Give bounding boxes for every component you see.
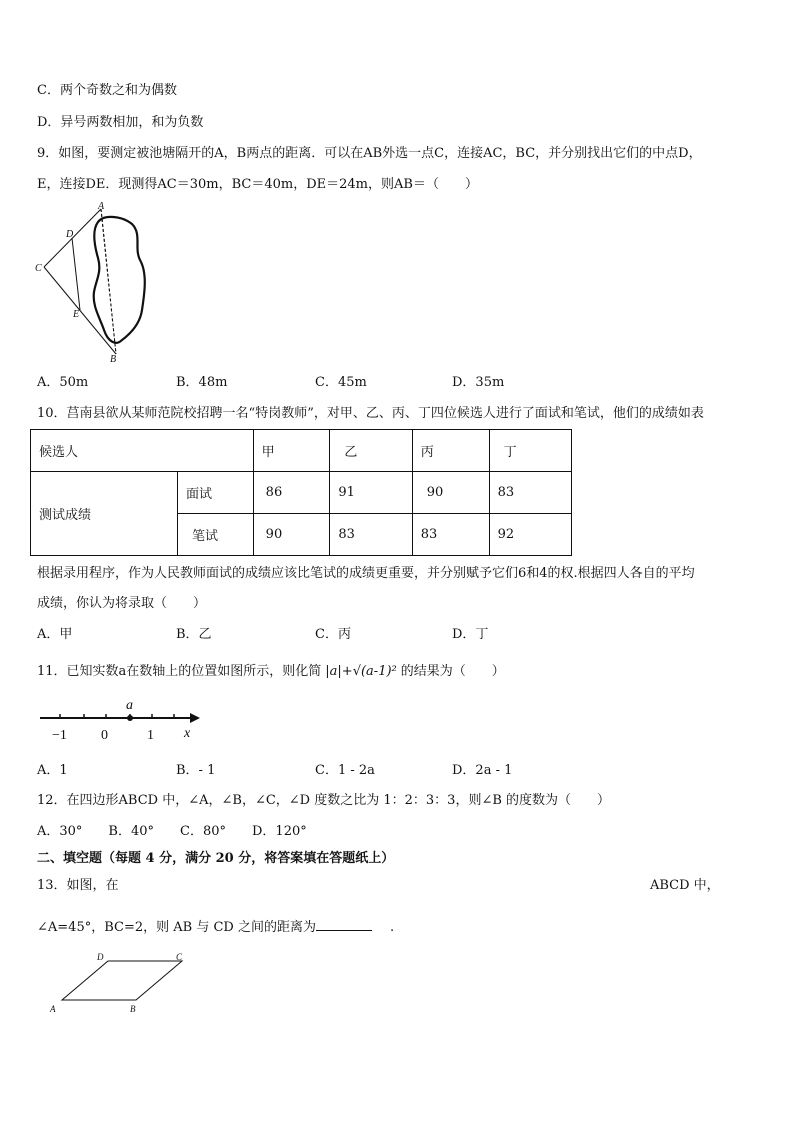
q11-expression: |a|+√(a-1)² — [325, 664, 397, 679]
table-header-candidate: 丁 — [489, 430, 571, 472]
q11-option-a: A．1 — [37, 763, 68, 778]
table-cell: 90 — [412, 472, 489, 514]
q13-line2 — [37, 918, 394, 937]
q11-tick-label: 0 — [101, 728, 108, 743]
q12-options: A．30° B．40° C．80° D．120° — [37, 824, 307, 839]
q11-stem — [37, 663, 505, 681]
q13-label-c: C — [176, 952, 183, 962]
q11-axis-label: x — [184, 726, 191, 741]
q10-option-c: C．丙 — [315, 627, 351, 642]
q10-option-b: B．乙 — [176, 627, 212, 642]
q13-stem-right: ABCD 中， — [650, 878, 720, 893]
table-header-row — [31, 430, 572, 472]
q10-after-line2: 成绩，你认为将录取（ ） — [37, 596, 207, 611]
q11-number-line — [38, 695, 208, 745]
q13-line2-prefix: ∠A=45°，BC=2，则 AB 与 CD 之间的距离为 — [37, 920, 316, 935]
q11-point-label: a — [126, 698, 133, 713]
table-row-label: 笔试 — [177, 514, 253, 556]
q9-pond-figure — [30, 200, 160, 365]
q9-label-a: A — [98, 201, 105, 212]
q11-tick-label: −1 — [52, 728, 67, 743]
q9-option-d: D．35m — [452, 375, 505, 390]
q10-option-a: A．甲 — [37, 627, 73, 642]
q9-stem-line2: E，连接DE．现测得AC＝30m，BC＝40m，DE＝24m，则AB＝（ ） — [37, 177, 478, 192]
q11-option-b: B．- 1 — [176, 763, 216, 778]
q10-score-table — [30, 429, 572, 556]
q10-option-d: D．丁 — [452, 627, 489, 642]
q8-option-c: C．两个奇数之和为偶数 — [37, 83, 177, 98]
q9-option-c: C．45m — [315, 375, 367, 390]
q9-stem-line1: 9．如图，要测定被池塘隔开的A，B两点的距离．可以在AB外选一点C，连接AC，BC，并分别找出它们的中点D， — [37, 146, 702, 161]
table-cell: 91 — [330, 472, 412, 514]
q13-label-b: B — [130, 1004, 136, 1014]
table-cell: 86 — [253, 472, 330, 514]
q13-parallelogram-figure — [45, 948, 195, 1018]
table-cell: 90 — [253, 514, 330, 556]
q13-answer-blank[interactable] — [316, 918, 372, 931]
q10-after-line1: 根据录用程序，作为人民教师面试的成绩应该比笔试的成绩更重要，并分别赋予它们6和4的权.根据四人各自的平均 — [37, 566, 695, 581]
q13-label-a: A — [50, 1004, 56, 1014]
section-heading: 二、填空题（每题 4 分，满分 20 分，将答案填在答题纸上） — [37, 851, 395, 866]
q9-label-d: D — [66, 229, 74, 240]
table-row — [31, 472, 572, 514]
table-header-candidate: 丙 — [412, 430, 489, 472]
table-cell: 83 — [489, 472, 571, 514]
q11-option-c: C．1 - 2a — [315, 763, 375, 778]
table-header-label: 候选人 — [31, 430, 254, 472]
q12-stem: 12．在四边形ABCD 中，∠A，∠B，∠C，∠D 度数之比为 1：2：3：3，则∠B 的度数为（ ） — [37, 793, 611, 808]
q10-stem: 10．莒南县欲从某师范院校招聘一名“特岗教师”，对甲、乙、丙、丁四位候选人进行了面试和笔试，他们的成绩如表 — [37, 406, 704, 421]
table-cell: 92 — [489, 514, 571, 556]
q13-stem-left: 13．如图，在 — [37, 878, 119, 893]
q11-stem-suffix: 的结果为（ ） — [400, 664, 505, 679]
table-group-label: 测试成绩 — [31, 472, 178, 556]
q13-line2-suffix: . — [389, 920, 395, 935]
table-cell: 83 — [412, 514, 489, 556]
q11-stem-prefix: 11．已知实数a在数轴上的位置如图所示，则化简 — [37, 664, 322, 679]
q13-label-d: D — [97, 952, 104, 962]
table-row-label: 面试 — [177, 472, 253, 514]
q9-label-c: C — [35, 263, 42, 274]
q9-label-b: B — [110, 354, 117, 365]
q9-option-a: A．50m — [37, 375, 89, 390]
q11-option-d: D．2a - 1 — [452, 763, 513, 778]
q11-tick-label: 1 — [147, 728, 154, 743]
table-cell: 83 — [330, 514, 412, 556]
table-header-candidate: 乙 — [330, 430, 412, 472]
q8-option-d: D．异号两数相加，和为负数 — [37, 115, 204, 130]
q9-label-e: E — [73, 309, 80, 320]
table-header-candidate: 甲 — [253, 430, 330, 472]
q9-option-b: B．48m — [176, 375, 228, 390]
